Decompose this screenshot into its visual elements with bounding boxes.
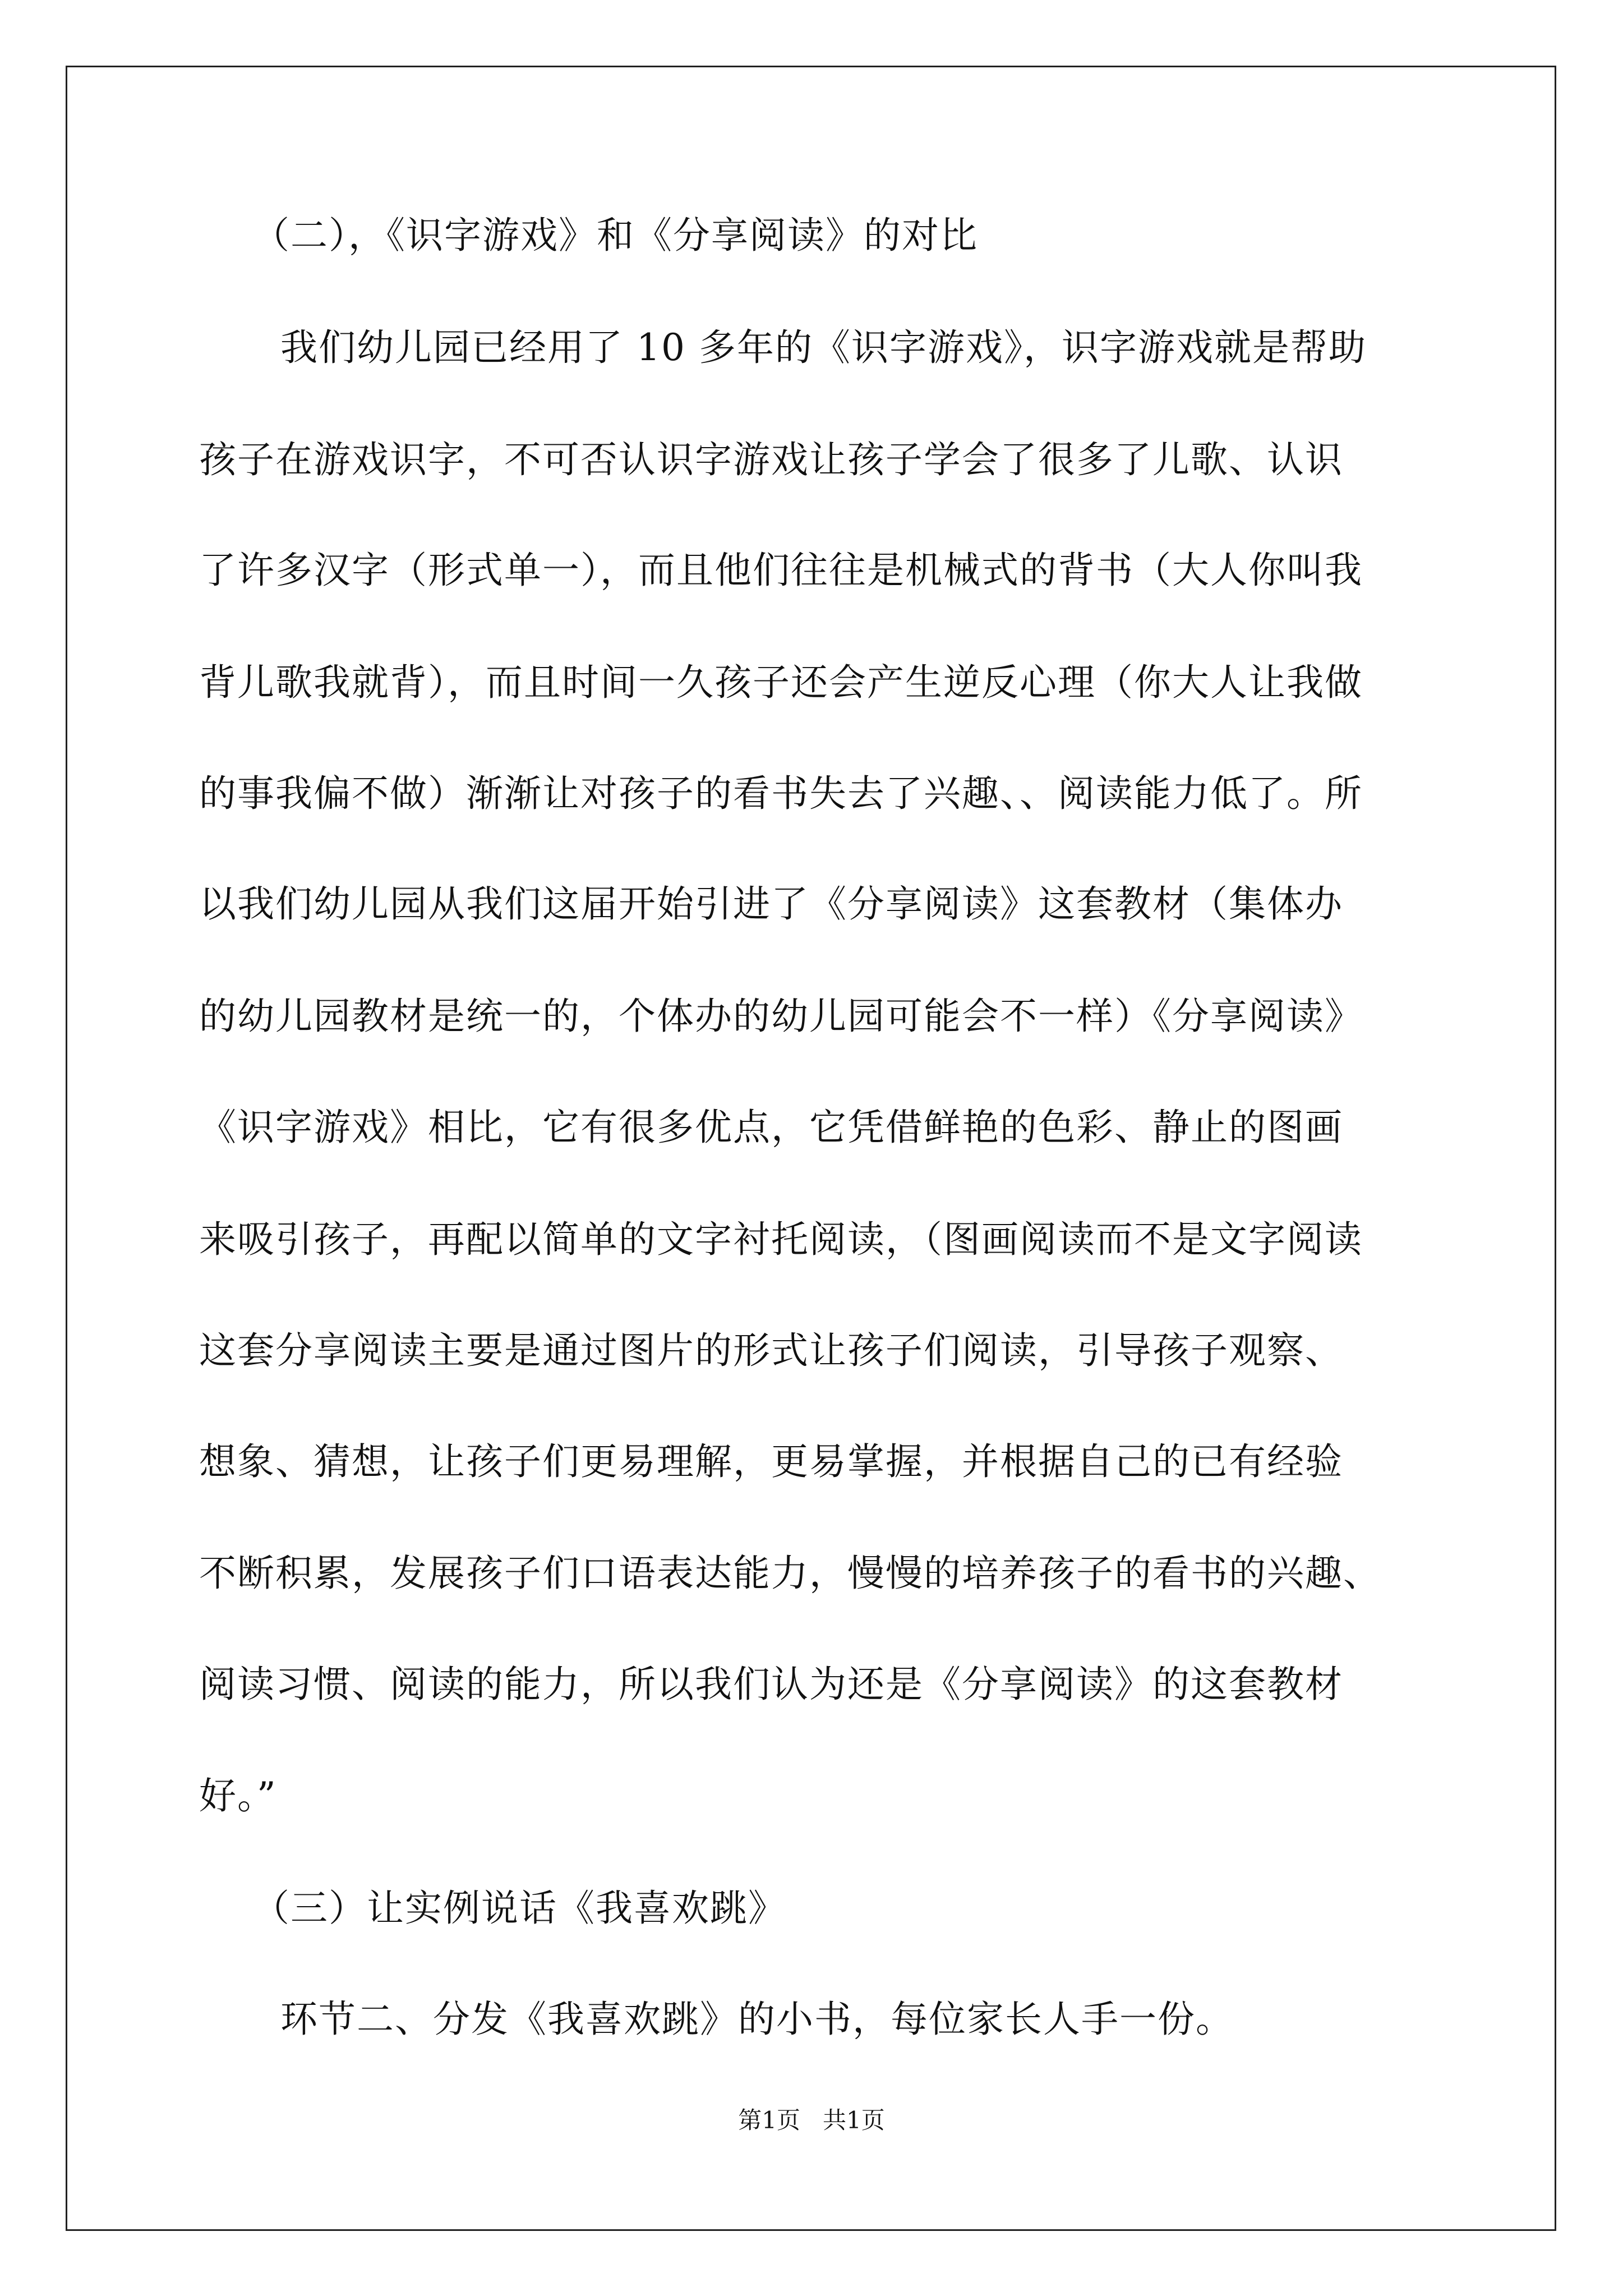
paragraph-line: 孩子在游戏识字，不可否认识字游戏让孩子学会了很多了儿歌、认识 [199,438,1343,481]
paragraph-line: 这套分享阅读主要是通过图片的形式让孩子们阅读，引导孩子观察、 [199,1329,1343,1372]
paragraph-line: 阅读习惯、阅读的能力，所以我们认为还是《分享阅读》的这套教材 [199,1663,1343,1706]
paragraph-line: 的幼儿园教材是统一的，个体办的幼儿园可能会不一样）《分享阅读》 [199,995,1363,1038]
paragraph-line: 《识字游戏》相比，它有很多优点，它凭借鲜艳的色彩、静止的图画 [199,1106,1343,1149]
page-footer [0,2106,1623,2134]
paragraph-line: 背儿歌我就背），而且时间一久孩子还会产生逆反心理（你大人让我做 [199,661,1363,704]
paragraph-line: 来吸引孩子，再配以简单的文字衬托阅读，（图画阅读而不是文字阅读 [199,1218,1363,1261]
page-total: 共1页 [823,2106,885,2134]
paragraph-line: 了许多汉字（形式单一），而且他们往往是机械式的背书（大人你叫我 [199,549,1363,592]
section-heading-2: （二），《识字游戏》和《分享阅读》的对比 [252,214,978,257]
paragraph-line: 我们幼儿园已经用了 10 多年的《识字游戏》，识字游戏就是帮助 [280,326,1367,369]
paragraph-line: 的事我偏不做）渐渐让对孩子的看书失去了兴趣、、阅读能力低了。所 [199,772,1363,815]
paragraph-line: 以我们幼儿园从我们这届开始引进了《分享阅读》这套教材（集体办 [199,882,1343,926]
paragraph-line: 好。” [199,1774,277,1818]
paragraph-line: 想象、猜想，让孩子们更易理解，更易掌握，并根据自己的已有经验 [199,1440,1343,1483]
section-heading-3: （三）让实例说话《我喜欢跳》 [252,1887,786,1930]
page-number: 第1页 [738,2106,800,2134]
paragraph-line: 不断积累，发展孩子们口语表达能力，慢慢的培养孩子的看书的兴趣、 [199,1552,1381,1595]
paragraph-line: 环节二、分发《我喜欢跳》的小书，每位家长人手一份。 [280,1998,1234,2041]
